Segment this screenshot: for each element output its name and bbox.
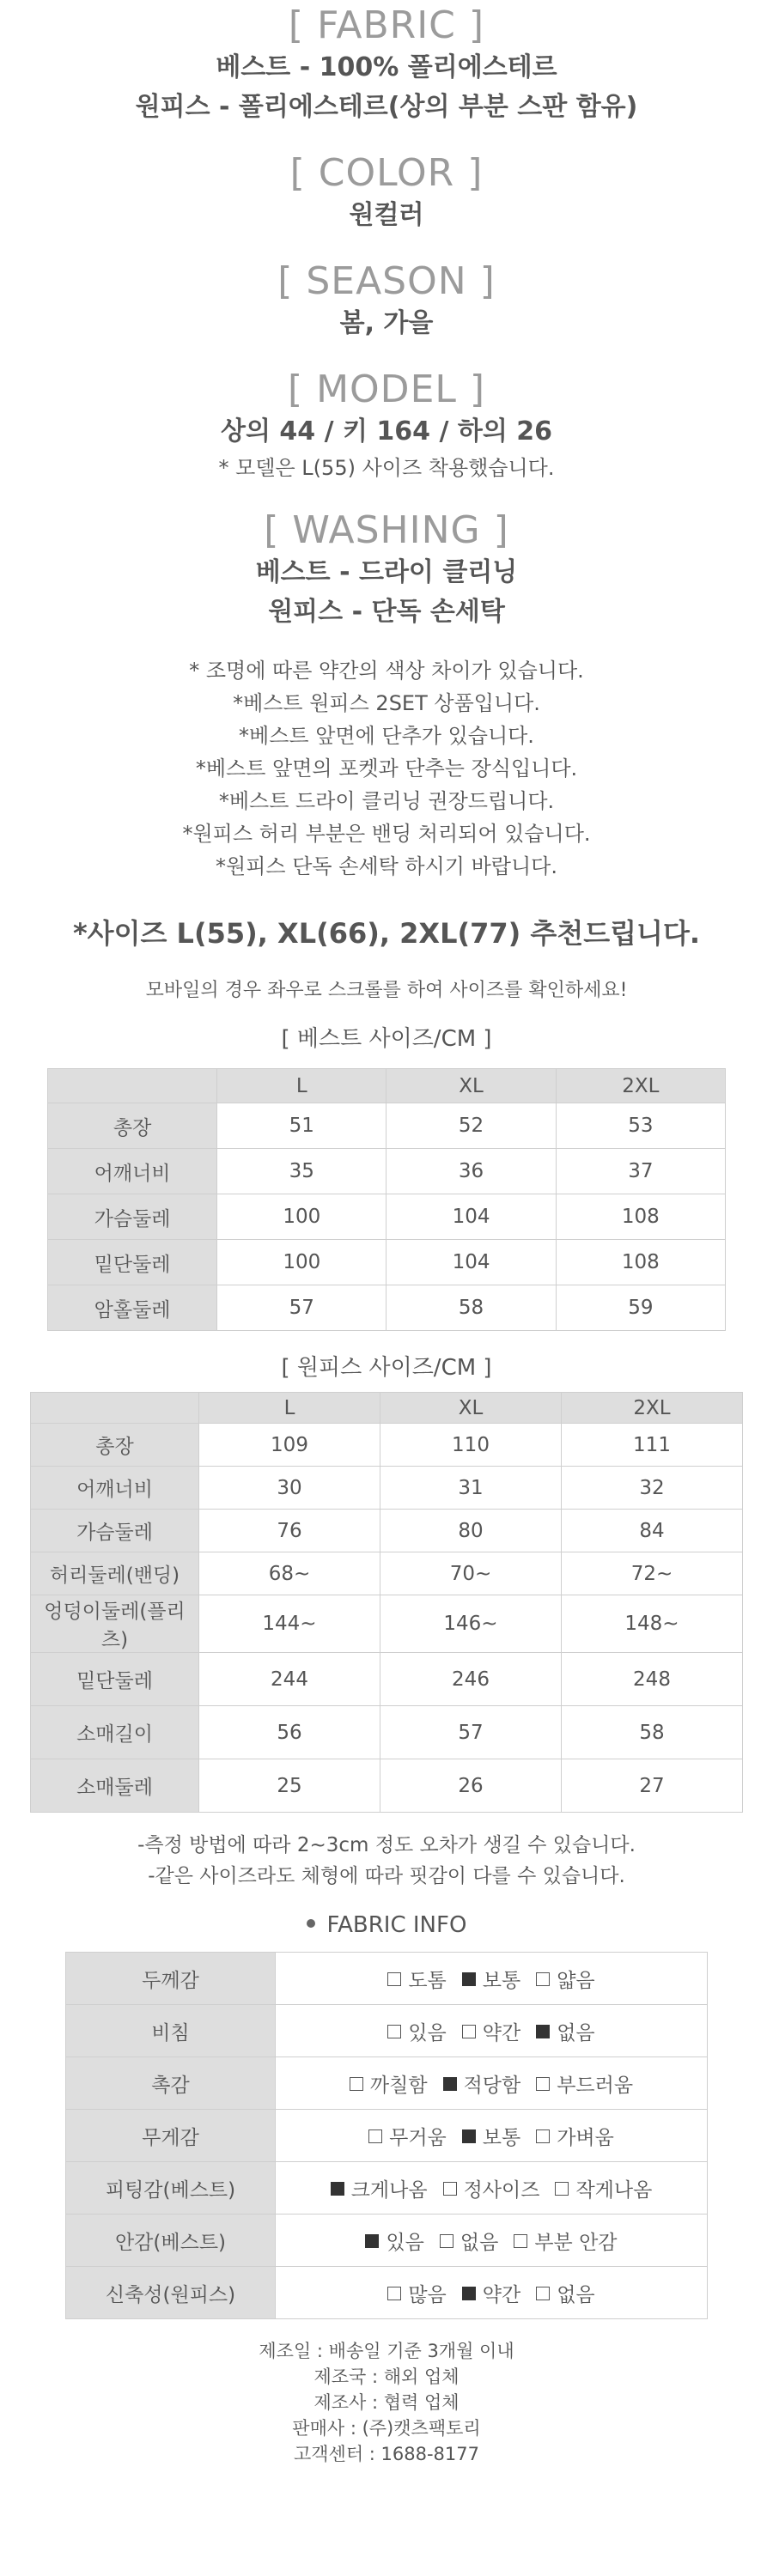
fabric-option-label: 무거움 [389,2126,447,2149]
fabric-info-label: 안감(베스트) [66,2215,276,2267]
fabric-option-label: 많음 [408,2283,447,2306]
note-line: *원피스 허리 부분은 밴딩 처리되어 있습니다. [182,822,591,846]
washing-line: 원피스 - 단독 손세탁 [268,597,505,627]
unchecked-box-icon [350,2077,363,2091]
table-row [31,1653,743,1706]
unchecked-box-icon [387,1972,401,1986]
table-header-row [48,1069,726,1103]
season-section [0,259,773,343]
fabric-option [365,2227,423,2255]
table-cell: 53 [556,1103,725,1149]
fabric-option-label: 크게나옴 [350,2178,428,2202]
row-label: 어깨너비 [31,1467,199,1510]
table-cell: 25 [199,1759,380,1813]
fabric-info-row [66,2162,708,2215]
product-info [0,2338,773,2467]
color-line: 원컬러 [349,200,424,230]
table-cell: 31 [380,1467,562,1510]
mobile-scroll-note: 모바일의 경우 좌우로 스크롤를 하여 사이즈를 확인하세요! [145,980,628,1001]
row-label: 밑단둘레 [48,1240,217,1285]
table-cell: 27 [562,1759,743,1813]
table-row [48,1194,726,1240]
color-title: [ COLOR ] [289,151,484,195]
table-row [48,1103,726,1149]
checked-box-icon [462,1972,476,1986]
fabric-info-row [66,2057,708,2110]
dress-size-table [30,1392,743,1813]
fabric-option [536,2279,594,2307]
row-label: 소매둘레 [31,1759,199,1813]
bullet-icon [307,1919,315,1928]
table-cell: 35 [217,1149,386,1194]
fabric-title: [ FABRIC ] [288,3,485,47]
table-cell: 52 [386,1103,556,1149]
table-row [31,1706,743,1759]
table-cell: 246 [380,1653,562,1706]
fabric-info-heading [0,1912,773,1938]
fabric-option [387,2017,446,2045]
table-cell: 146~ [380,1595,562,1653]
table-cell: 111 [562,1424,743,1467]
model-title: [ MODEL ] [287,368,486,411]
fabric-option [462,2122,520,2150]
table-cell: 244 [199,1653,380,1706]
fabric-info-options [276,2215,708,2267]
fabric-info-row [66,2005,708,2057]
fabric-option-label: 부분 안감 [534,2231,618,2254]
fabric-option [514,2227,617,2255]
model-note: * 모델은 L(55) 사이즈 착용했습니다. [218,456,555,480]
fabric-info-label: 두께감 [66,1953,276,2005]
table-cell: 76 [199,1510,380,1552]
size-recommendation: *사이즈 L(55), XL(66), 2XL(77) 추천드립니다. [72,917,701,950]
fabric-option [350,2069,428,2098]
season-line: 봄, 가을 [339,308,434,338]
fabric-option [536,2069,633,2098]
fabric-option [440,2227,498,2255]
table-cell: 84 [562,1510,743,1552]
header-cell: XL [386,1069,556,1103]
row-label: 가슴둘레 [48,1194,217,1240]
table-cell: 57 [380,1706,562,1759]
fabric-option-label: 도톰 [408,1969,447,1992]
checked-box-icon [462,2287,476,2300]
table-cell: 144~ [199,1595,380,1653]
measurement-notes [0,1830,773,1892]
table-cell: 36 [386,1149,556,1194]
fabric-option-label: 작게나옴 [575,2178,653,2202]
table-cell: 148~ [562,1595,743,1653]
unchecked-box-icon [443,2182,457,2196]
fabric-info-options [276,2005,708,2057]
fabric-option-label: 부드러움 [557,2074,634,2097]
fabric-section [0,0,773,127]
checked-box-icon [365,2234,379,2248]
table-cell: 248 [562,1653,743,1706]
fabric-info-table [65,1952,708,2319]
dress-table-caption: [ 원피스 사이즈/CM ] [281,1355,492,1381]
table-row [48,1285,726,1331]
row-label: 총장 [48,1103,217,1149]
table-cell: 32 [562,1467,743,1510]
unchecked-box-icon [387,2025,401,2038]
row-label: 어깨너비 [48,1149,217,1194]
info-line: 판매사 : (주)캣츠팩토리 [292,2418,481,2439]
note-line: *베스트 앞면의 포켓과 단추는 장식입니다. [195,756,578,781]
fabric-info-label: 촉감 [66,2057,276,2110]
row-label: 가슴둘레 [31,1510,199,1552]
season-title: [ SEASON ] [277,259,496,303]
fabric-line: 베스트 - 100% 폴리에스테르 [216,52,557,82]
header-cell: XL [380,1393,562,1424]
table-cell: 110 [380,1424,562,1467]
fabric-info-options [276,2267,708,2319]
unchecked-box-icon [440,2234,453,2248]
measurement-note: -같은 사이즈라도 체형에 따라 핏감이 다를 수 있습니다. [148,1865,625,1887]
unchecked-box-icon [514,2234,527,2248]
vest-size-table [47,1068,726,1331]
table-cell: 51 [217,1103,386,1149]
fabric-option-label: 약간 [482,2283,521,2306]
fabric-info-row [66,2267,708,2319]
fabric-option [368,2122,447,2150]
washing-section [0,508,773,632]
fabric-option-label: 까칠함 [369,2074,428,2097]
note-line: * 조명에 따른 약간의 색상 차이가 있습니다. [189,659,584,683]
checked-box-icon [331,2182,344,2196]
table-row [31,1595,743,1653]
table-cell: 104 [386,1194,556,1240]
row-label: 총장 [31,1424,199,1467]
fabric-info-label: 비침 [66,2005,276,2057]
note-line: *베스트 드라이 클리닝 권장드립니다. [218,789,555,813]
fabric-option [536,2122,614,2150]
table-cell: 109 [199,1424,380,1467]
fabric-info-row [66,1953,708,2005]
fabric-option-label: 없음 [557,2021,595,2044]
table-cell: 30 [199,1467,380,1510]
table-cell: 100 [217,1240,386,1285]
measurement-note: -측정 방법에 따라 2~3cm 정도 오차가 생길 수 있습니다. [137,1834,636,1856]
info-line: 제조일 : 배송일 기준 3개월 이내 [259,2341,514,2361]
fabric-option [387,2279,446,2307]
note-line: *베스트 원피스 2SET 상품입니다. [233,691,540,715]
table-cell: 70~ [380,1552,562,1595]
row-label: 소매길이 [31,1706,199,1759]
note-line: *베스트 앞면에 단추가 있습니다. [239,724,534,748]
header-cell [48,1069,217,1103]
fabric-info-label: 신축성(원피스) [66,2267,276,2319]
unchecked-box-icon [387,2287,401,2300]
checked-box-icon [536,2025,550,2038]
info-line: 제조사 : 협력 업체 [313,2392,460,2413]
fabric-info-label: 무게감 [66,2110,276,2162]
note-line: *원피스 단독 손세탁 하시기 바랍니다. [216,854,557,878]
fabric-option-label: 있음 [386,2231,424,2254]
fabric-option [443,2069,521,2098]
fabric-option [443,2174,540,2202]
fabric-option-label: 가벼움 [557,2126,614,2149]
table-cell: 108 [556,1194,725,1240]
fabric-option-label: 없음 [460,2231,499,2254]
washing-title: [ WASHING ] [264,508,509,552]
table-cell: 68~ [199,1552,380,1595]
table-row [31,1552,743,1595]
fabric-option-label: 없음 [557,2283,595,2306]
fabric-info-label: 피팅감(베스트) [66,2162,276,2215]
table-header-row [31,1393,743,1424]
table-cell: 37 [556,1149,725,1194]
info-line: 제조국 : 해외 업체 [313,2366,460,2387]
fabric-option [387,1965,446,1993]
header-cell: 2XL [556,1069,725,1103]
table-cell: 104 [386,1240,556,1285]
table-cell: 56 [199,1706,380,1759]
fabric-option [555,2174,652,2202]
unchecked-box-icon [536,2129,550,2143]
table-cell: 72~ [562,1552,743,1595]
unchecked-box-icon [555,2182,569,2196]
table-row [48,1149,726,1194]
fabric-info-title: FABRIC INFO [326,1912,467,1938]
table-row [31,1759,743,1813]
fabric-option [462,2017,520,2045]
unchecked-box-icon [368,2129,382,2143]
unchecked-box-icon [536,2287,550,2300]
table-row [31,1424,743,1467]
model-section [0,368,773,484]
fabric-info-options [276,1953,708,2005]
row-label: 암홀둘레 [48,1285,217,1331]
fabric-option-label: 있음 [408,2021,447,2044]
row-label: 허리둘레(밴딩) [31,1552,199,1595]
table-row [31,1467,743,1510]
unchecked-box-icon [536,1972,550,1986]
fabric-line: 원피스 - 폴리에스테르(상의 부분 스판 함유) [135,92,638,122]
color-section [0,151,773,235]
table-cell: 108 [556,1240,725,1285]
fabric-info-options [276,2057,708,2110]
fabric-option-label: 얇음 [557,1969,595,1992]
table-cell: 57 [217,1285,386,1331]
fabric-option [462,1965,520,1993]
header-cell: L [217,1069,386,1103]
table-row [48,1240,726,1285]
fabric-option [536,1965,594,1993]
header-cell [31,1393,199,1424]
fabric-option-label: 정사이즈 [463,2178,540,2202]
row-label: 밑단둘레 [31,1653,199,1706]
header-cell: 2XL [562,1393,743,1424]
table-cell: 58 [562,1706,743,1759]
unchecked-box-icon [462,2025,476,2038]
fabric-info-options [276,2162,708,2215]
checked-box-icon [462,2129,476,2143]
fabric-info-options [276,2110,708,2162]
fabric-option-label: 보통 [482,1969,521,1992]
header-cell: L [199,1393,380,1424]
fabric-option [331,2174,428,2202]
fabric-option [462,2279,520,2307]
fabric-option-label: 약간 [482,2021,521,2044]
fabric-info-row [66,2215,708,2267]
vest-table-caption: [ 베스트 사이즈/CM ] [281,1026,492,1052]
fabric-option-label: 적당함 [463,2074,521,2097]
table-row [31,1510,743,1552]
fabric-option [536,2017,594,2045]
washing-line: 베스트 - 드라이 클리닝 [255,557,518,587]
fabric-option-label: 보통 [482,2126,521,2149]
row-label: 엉덩이둘레(플리츠) [31,1595,199,1653]
table-cell: 59 [556,1285,725,1331]
table-cell: 58 [386,1285,556,1331]
model-line: 상의 44 / 키 164 / 하의 26 [220,416,553,447]
product-notes [0,654,773,883]
checked-box-icon [443,2077,457,2091]
info-line: 고객센터 : 1688-8177 [293,2444,480,2464]
table-cell: 26 [380,1759,562,1813]
table-cell: 100 [217,1194,386,1240]
unchecked-box-icon [536,2077,550,2091]
table-cell: 80 [380,1510,562,1552]
fabric-info-row [66,2110,708,2162]
